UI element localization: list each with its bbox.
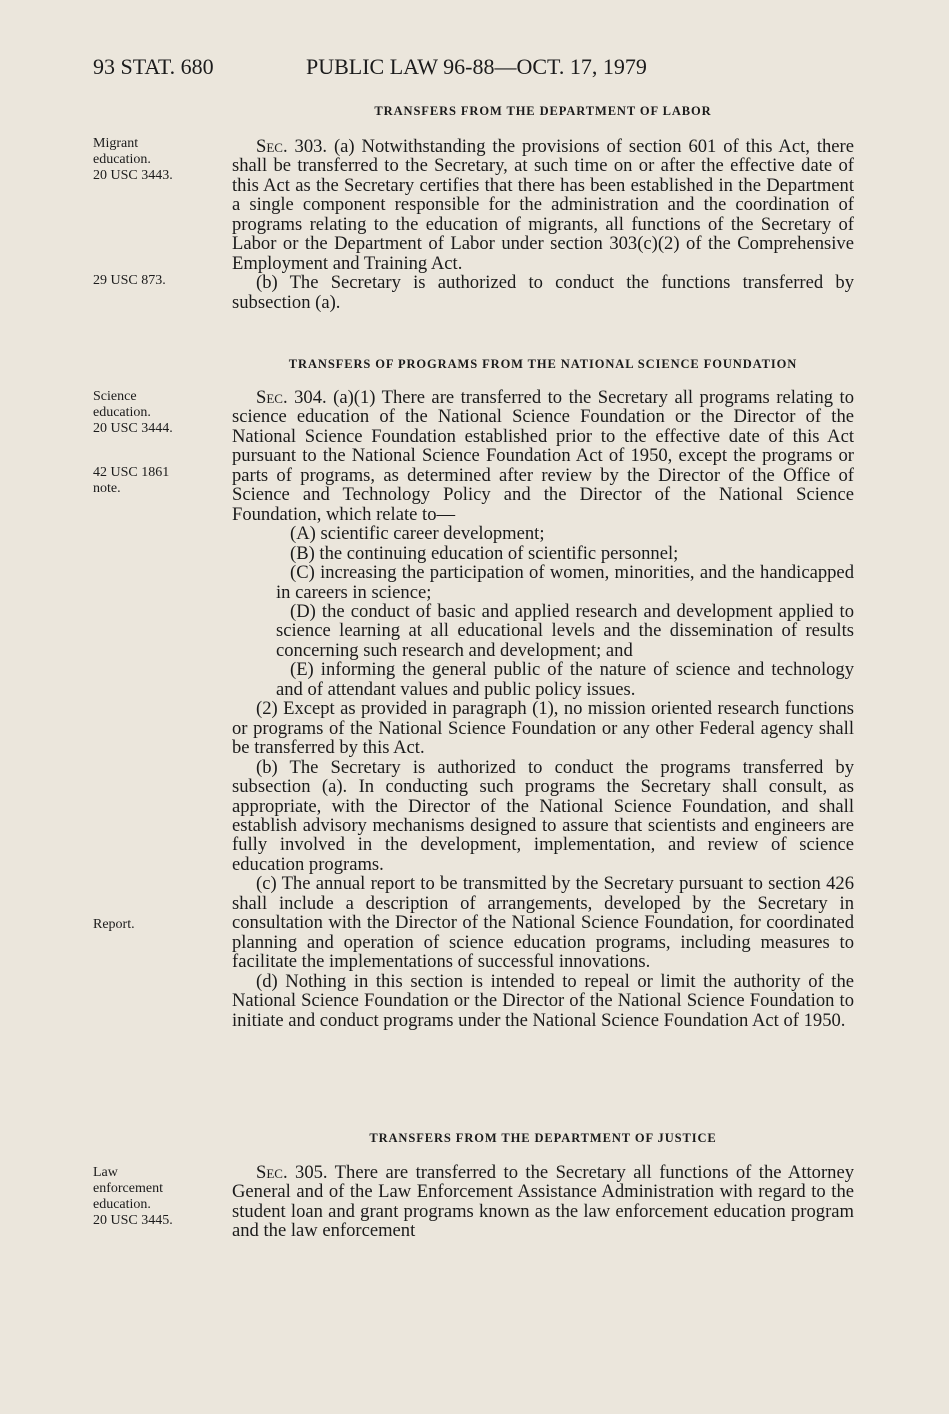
sec-304-d: (d) Nothing in this section is intended to repeal or limit the authority of the National Science Foundation or the Director of the National Science Foundation to initiate and conduct programs under the National Science Foundation Act of 1950. [232,970,854,1031]
margin-note-line: 42 USC 1861 [93,465,170,480]
margin-note-line: enforcement [93,1181,163,1196]
margin-note-line: 20 USC 3444. [93,421,173,436]
margin-note-line: note. [93,481,121,496]
sec-304-a1-B: (B) the continuing education of scientific personnel; [290,542,679,564]
margin-note-line: Migrant [93,136,139,151]
sec-304-a1-D: (D) the conduct of basic and applied research and development applied to science learning at all educational levels and the dissemination of results concerning such research and development; and [276,600,854,661]
sec-304-a1-A: (A) scientific career development; [290,523,545,545]
stat-page-number: 93 STAT. 680 [93,54,214,79]
sec-304-a1-C: (C) increasing the participation of women, minorities, and the handicapped in careers in science; [276,562,854,603]
section-305 [232,1163,854,1241]
margin-note-29usc873 [93,273,208,289]
page-header [93,54,853,84]
margin-note-migrant [93,136,208,184]
sec-303-b: (b) The Secretary is authorized to conduct the functions transferred by subsection (a). [232,272,854,313]
margin-note-line: education. [93,405,151,420]
margin-note-line: Report. [93,917,135,932]
sec-304-a1-E: (E) informing the general public of the nature of science and technology and of attendant values and public policy issues. [276,659,854,700]
margin-note-line: education. [93,1197,151,1212]
sec-label: Sec. [256,387,288,408]
sec-label: Sec. [256,136,288,157]
margin-note-42usc1861 [93,465,208,497]
heading-justice-transfers: TRANSFERS FROM THE DEPARTMENT OF JUSTICE [369,1131,717,1145]
margin-note-line: 29 USC 873. [93,273,166,288]
margin-note-law-enforcement [93,1165,208,1229]
sec-303-a [232,137,854,273]
margin-note-line: Science [93,389,137,404]
sec-label: Sec. [256,1162,288,1183]
section-304 [232,388,854,1030]
section-303 [232,137,854,312]
sec-305-body: 305. There are transferred to the Secretary all functions of the Attorney General and of the Law Enforcement Assistance Administration with regard to the student loan and grant programs known as the law enforcement education program and the law enforcement [232,1162,854,1242]
margin-note-line: education. [93,152,151,167]
heading-labor-transfers: TRANSFERS FROM THE DEPARTMENT OF LABOR [374,104,712,118]
heading-nsf-transfers: TRANSFERS OF PROGRAMS FROM THE NATIONAL SCIENCE FOUNDATION [288,357,798,371]
sec-304-c: (c) The annual report to be transmitted by the Secretary pursuant to section 426 shall include a description of arrangements, developed by the Secretary in consultation with the Director of the National Science Foundation, for coordinated planning and operation of science education programs, including measures to facilitate the implementations of successful innovations. [232,873,854,973]
sec-304-b: (b) The Secretary is authorized to conduct the programs transferred by subsection (a). In conducting such programs the Secretary shall consult, as appropriate, with the Director of the National Science Foundation, and shall establish advisory mechanisms designed to assure that scientists and engineers are fully involved in the development, implementation, and review of science education programs. [232,756,854,875]
sec-305-text [232,1163,854,1241]
margin-note-report [93,917,208,933]
sec-304-a1-text: 304. (a)(1) There are transferred to the Secretary all programs relating to science education of the National Science Foundation or the Director of the National Science Foundation established prior to the effective date of this Act pursuant to the National Science Foundation Act of 1950, except the programs or parts of programs, as determined after review by the Director of the Office of Science and Technology Policy and the Director of the National Science Foundation, which relate to— [232,387,854,525]
sec-304-a1 [232,388,854,524]
sec-303-a-text: 303. (a) Notwithstanding the provisions of section 601 of this Act, there shall be transferred to the Secretary, at such time on or after the effective date of this Act as the Secretary certifies that there has been established in the Department a single component responsible for the administration and the coordination of programs relating to the education of migrants, all functions of the Secretary of Labor or the Department of Labor under section 303(c)(2) of the Comprehensive Employment and Training Act. [232,136,854,274]
margin-note-line: 20 USC 3445. [93,1213,173,1228]
sec-304-a2: (2) Except as provided in paragraph (1), no mission oriented research functions or programs of the National Science Foundation or any other Federal agency shall be transferred by this Act. [232,698,854,759]
margin-note-science [93,389,208,437]
public-law-title: PUBLIC LAW 96-88—OCT. 17, 1979 [306,54,647,79]
margin-note-line: Law [93,1165,118,1180]
margin-note-line: 20 USC 3443. [93,168,173,183]
